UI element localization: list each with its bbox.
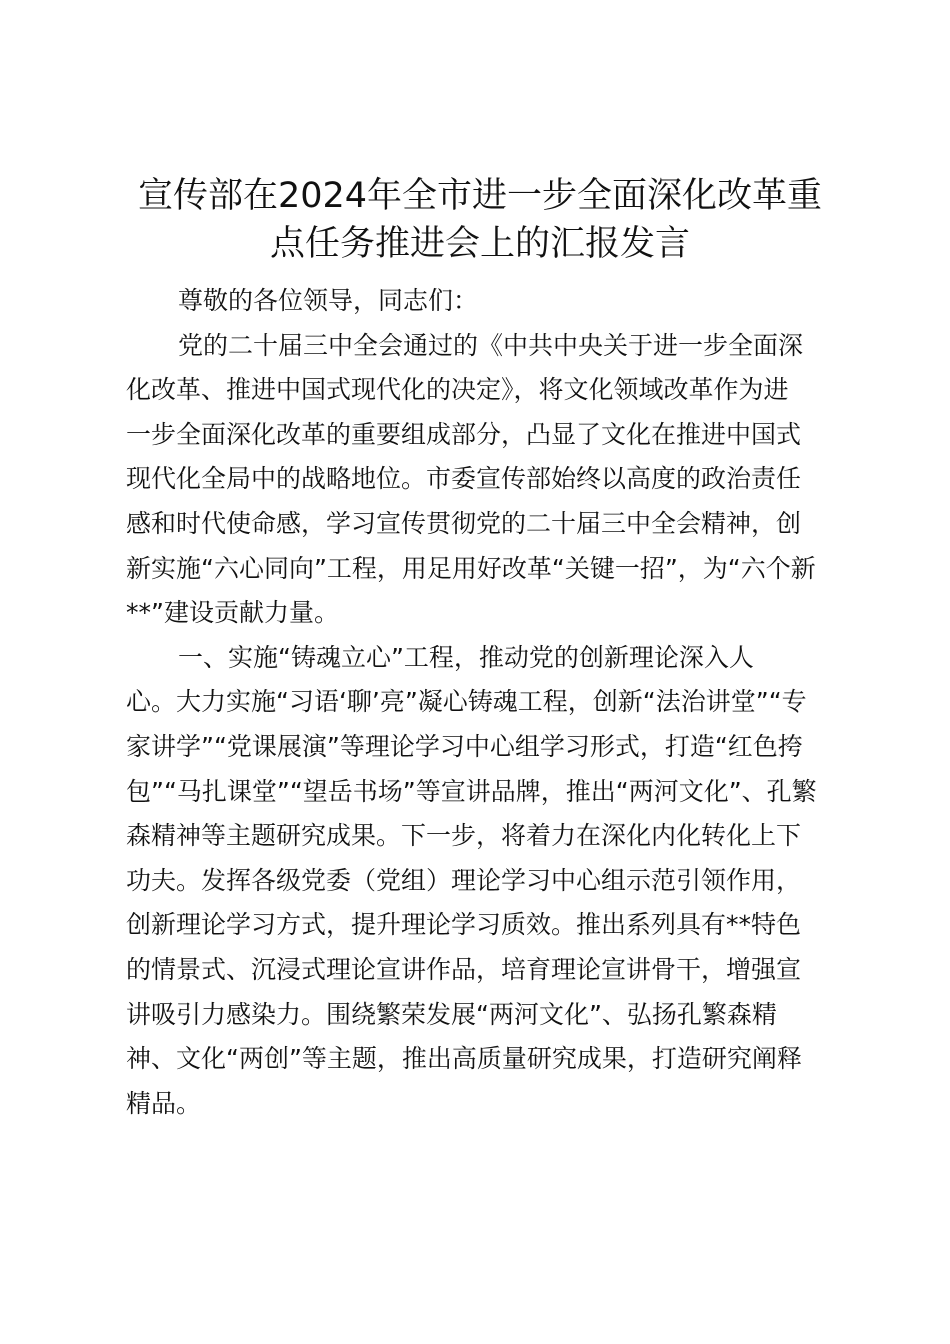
- paragraph-1-line: 现代化全局中的战略地位。市委宣传部始终以高度的政治责任: [126, 464, 802, 494]
- paragraph-1-line: **”建设贡献力量。: [126, 598, 339, 628]
- salutation-text: 尊敬的各位领导，同志们：: [178, 286, 479, 315]
- section-1-heading: 一、实施“铸魂立心”工程，推动党的创新理论深入人: [178, 642, 754, 672]
- paragraph-2-line: 创新理论学习方式，提升理论学习质效。推出系列具有**特色: [126, 910, 802, 940]
- paragraph-2-line: 心。大力实施“习语‘聊’亮”凝心铸魂工程，创新“法治讲堂”“专: [126, 687, 807, 717]
- document-title: [110, 172, 850, 268]
- salutation: [126, 279, 832, 324]
- paragraph-1: [126, 324, 832, 636]
- paragraph-1-line: 化改革、推进中国式现代化的决定》，将文化领域改革作为进: [126, 375, 789, 405]
- paragraph-2: [126, 636, 832, 1127]
- paragraph-2-line: 的情景式、沉浸式理论宣讲作品，培育理论宣讲骨干，增强宣: [126, 954, 802, 984]
- paragraph-1-line: 新实施“六心同向”工程，用足用好改革“关键一招”，为“六个新: [126, 553, 816, 583]
- document-body: [126, 279, 832, 1126]
- paragraph-2-line: 精品。: [126, 1088, 202, 1118]
- paragraph-2-line: 讲吸引力感染力。围绕繁荣发展“两河文化”、弘扬孔繁森精: [126, 999, 777, 1029]
- title-line-2: 点任务推进会上的汇报发言: [269, 224, 690, 264]
- paragraph-2-line: 家讲学”“党课展演”等理论学习中心组学习形式，打造“红色挎: [126, 731, 803, 761]
- paragraph-2-line: 包”“马扎课堂”“望岳书场”等宣讲品牌，推出“两河文化”、孔繁: [126, 776, 817, 806]
- title-line-1: 宣传部在2024年全市进一步全面深化改革重: [137, 176, 823, 216]
- paragraph-2-line: 森精神等主题研究成果。下一步，将着力在深化内化转化上下: [126, 821, 802, 851]
- paragraph-1-line: 感和时代使命感，学习宣传贯彻党的二十届三中全会精神，创: [126, 508, 802, 538]
- paragraph-1-line: 党的二十届三中全会通过的《中共中央关于进一步全面深: [178, 330, 804, 360]
- paragraph-2-line: 功夫。发挥各级党委（党组）理论学习中心组示范引领作用，: [126, 865, 802, 895]
- paragraph-1-line: 一步全面深化改革的重要组成部分，凸显了文化在推进中国式: [126, 419, 802, 449]
- paragraph-2-line: 神、文化“两创”等主题，推出高质量研究成果，打造研究阐释: [126, 1044, 802, 1074]
